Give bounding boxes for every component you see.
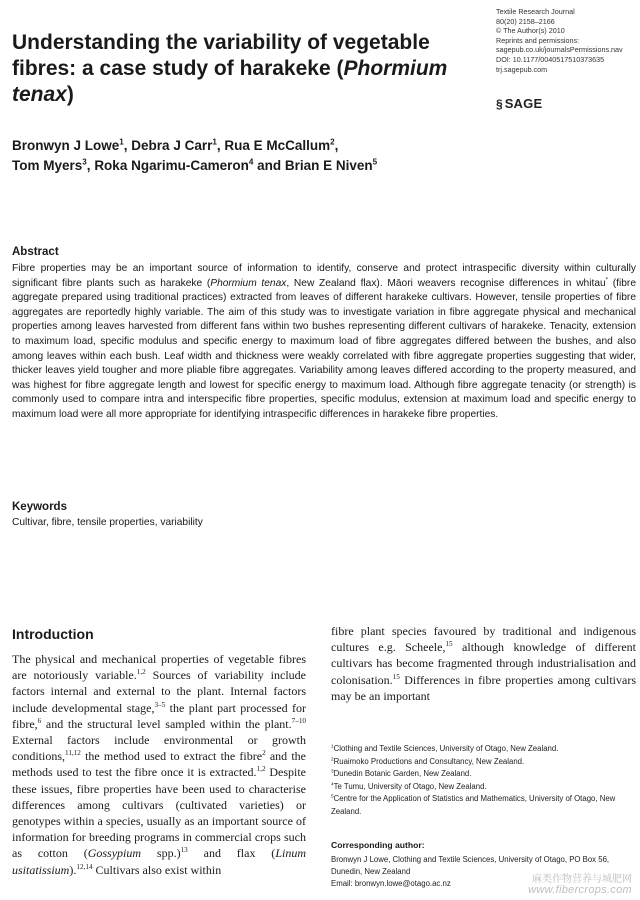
author-affiliation-mark: 3 — [82, 157, 87, 167]
citation-mark: 1,2 — [136, 668, 146, 677]
affiliation-footnotes — [331, 743, 636, 819]
author-name: Bronwyn J Lowe — [12, 138, 120, 153]
citation-mark: 6 — [37, 716, 42, 725]
introduction-heading: Introduction — [12, 626, 94, 642]
author-affiliation-mark: 2 — [330, 137, 335, 147]
meta-journal-name: Textile Research Journal — [496, 7, 575, 16]
keywords-list: Cultivar, fibre, tensile properties, variability — [12, 517, 203, 528]
citation-mark: 2 — [262, 749, 266, 758]
footnote: $^1$Clothing and Textile Sciences, University of Otago, New Zealand. — [331, 743, 559, 753]
abstract-heading: Abstract — [12, 246, 59, 258]
footnote: $^3$Dunedin Botanic Garden, New Zealand. — [331, 768, 472, 779]
journal-metadata — [496, 7, 636, 74]
meta-volume: 80(20) 2158–2166 — [496, 16, 555, 26]
author-list: Bronwyn J Lowe$^1$, Debra J Carr$^1$, Rua E McCallum$^2$, Tom Myers$^3$, Roka Ngarimu-Cameron$^4$ and Brian E Niven$^5$ — [12, 137, 378, 173]
meta-permissions-link[interactable]: sagepub.co.uk/journalsPermissions.nav — [496, 45, 623, 55]
sage-logo-icon: § — [496, 96, 503, 111]
author-affiliation-mark: 1 — [212, 137, 217, 147]
footnote: $^5$Centre for the Application of Statistics and Mathematics, University of Otago, New Zealand. — [331, 793, 616, 816]
site-watermark — [528, 874, 632, 896]
author-affiliation-mark: 5 — [372, 157, 378, 167]
author-name: Rua E McCallum — [224, 138, 331, 153]
citation-mark: 13 — [180, 846, 188, 855]
citation-mark: 15 — [392, 672, 400, 681]
citation-mark: 11,12 — [65, 749, 81, 758]
paper-title: Understanding the variability of vegetable fibres: a case study of harakeke (Phormium tenax) — [12, 31, 448, 106]
introduction-column-left: The physical and mechanical properties of vegetable fibres are notoriously variable.$^{1,2}$ Sources of variability include factors internal and external to the plant. Internal factors include developmental stage,$^{3-5}$ the plant part processed for fibre,$^6$ and the structural level sampled within the plant.$^{7-10}$ External factors include environmental or growth conditions,$^{11,12}$ the method used to extract the fibre$^2$ and the methods used to test the fibre once it is extracted.$^{1,2}$ Despite these issues, fibre properties have been used to characterise differences among cultivars (cultivated varieties) or genotypes within a species, usually as an important source of information for breeding programs in commercial crops such as cotton (Gossypium spp.)$^{13}$ and flax (Linum usitatissium).$^{12,14}$ Cultivars also exist within — [12, 652, 307, 877]
citation-mark: 7–10 — [291, 716, 306, 725]
citation-mark: 12,14 — [76, 862, 93, 871]
publisher-logo — [496, 96, 542, 111]
author-affiliation-mark: 1 — [119, 137, 124, 147]
author-affiliation-mark: 4 — [248, 157, 254, 167]
watermark-site-name: 麻类作物营养与城肥网 — [532, 874, 632, 885]
meta-journal-site[interactable]: trj.sagepub.com — [496, 64, 548, 74]
meta-copyright: © The Author(s) 2010 — [496, 26, 565, 36]
author-name: Debra J Carr — [131, 138, 213, 153]
introduction-column-right: fibre plant species favoured by traditional and indigenous cultures e.g. Scheele,$^{15}$ although knowledge of different cultivars has become fragmented through industrialisation and colonisation.$^{15}$ Differences in fibre properties among cultivars may be an important — [331, 624, 637, 703]
sage-logo-text: SAGE — [504, 96, 543, 111]
footnote: $^2$Ruaimoko Productions and Consultancy, New Zealand. — [331, 756, 525, 766]
meta-reprints: Reprints and permissions: — [496, 35, 580, 45]
author-name: Brian E Niven — [284, 158, 373, 173]
corresponding-author-heading: Corresponding author: — [331, 840, 425, 850]
author-name: Tom Myers — [12, 158, 83, 173]
abstract-text: Fibre properties may be an important source of information to identify, conserve and protect intraspecific diversity within culturally significant fibre plants such as harakeke (Phormium tenax, New Zealand flax). Māori weavers recognise differences in whitau* (fibre aggregate prepared using traditional practices) extracted from leaves of different harakeke cultivars. However, tensile properties of fibre aggregates are reportedly highly variable. The aim of this study was to investigate variation in fibre aggregate physical and mechanical properties among leaves harvested from different fans within two bushes representing different cultivars of harakeke. Tenacity, extension to maximum load, specific modulus and specific energy to maximum load of fibre aggregates differed between the bushes, and also among leaves within each bush. Leaf width and thickness were weakly correlated with fibre aggregate properties suggesting that wider, thicker leaves yield tougher and more pliable fibre aggregates. Variability among leaves differed according to the property measured, and was highest for fibre aggregate length and lowest for specific energy to maximum load. Although fibre aggregate tenacity (or strength) is commonly used to compare intra and interspecific fibre properties, specific modulus, extension at maximum load and specific energy to maximum load were all more appropriate for identifying intraspecific differences in harakeke fibre properties. — [12, 263, 636, 420]
author-name: Roka Ngarimu-Cameron — [94, 158, 249, 173]
footnote: $^4$Te Tumu, University of Otago, New Zealand. — [331, 781, 487, 791]
citation-mark: 3–5 — [154, 700, 166, 709]
meta-doi[interactable]: DOI: 10.1177/0040517510373635 — [496, 54, 605, 64]
keywords-heading: Keywords — [12, 501, 67, 513]
corresponding-author-address: Bronwyn J Lowe, Clothing and Textile Sciences, University of Otago, PO Box 56, Dunedin, New Zealand — [331, 855, 610, 876]
corresponding-author-email[interactable]: Email: bronwyn.lowe@otago.ac.nz — [331, 878, 451, 888]
citation-mark: 15 — [445, 640, 453, 649]
watermark-url: www.fibercrops.com — [528, 884, 632, 896]
citation-mark: 1,2 — [256, 765, 266, 774]
